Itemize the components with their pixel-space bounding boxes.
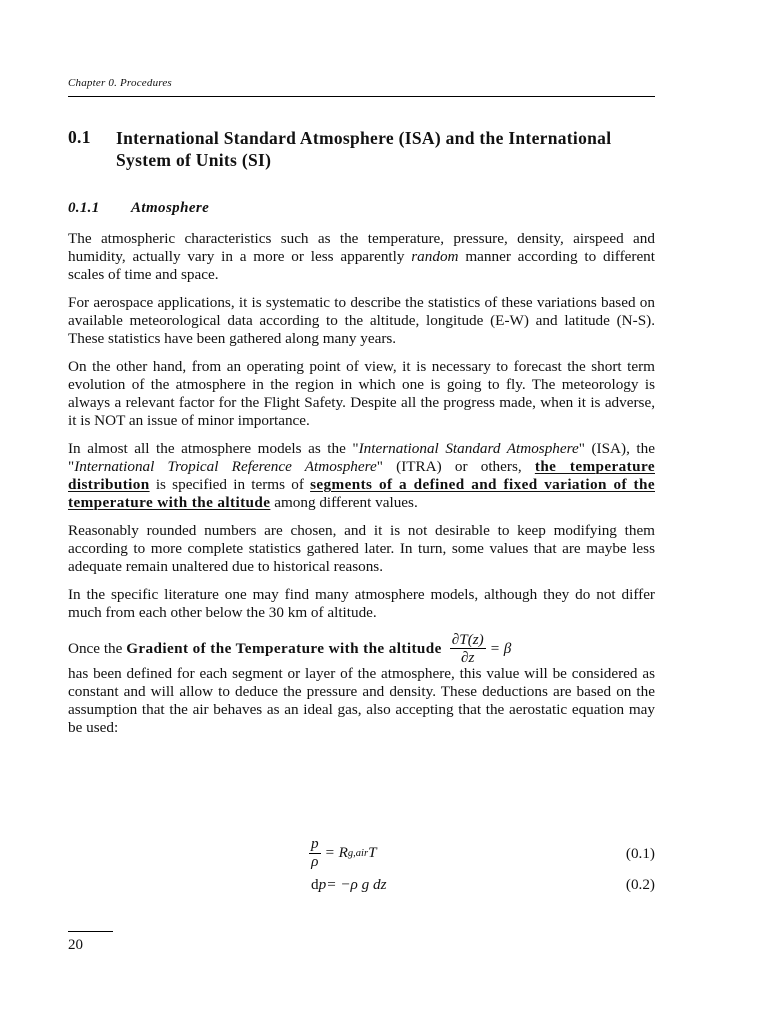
p4-text-c: " (ITRA) or others,: [376, 458, 535, 475]
paragraph-2: For aerospace applications, it is systematic to describe the statistics of these variations based on available meteorological data according to the altitude, longitude (E-W) and latitude (N-S). These statistics have been gathered along many years.: [68, 294, 655, 347]
gradient-rhs: = β: [489, 639, 512, 657]
paragraph-6: In the specific literature one may find many atmosphere models, although they do not differ much from each other below the 30 km of altitude.: [68, 586, 655, 621]
subsection-number: 0.1.1: [68, 200, 100, 216]
equation-0-1-numerator: p: [311, 835, 319, 852]
p7-text-b: has been defined for each segment or layer of the atmosphere, this value will be considered as constant and will allow to deduce the pressure and density. These deductions are based on the assumption that the air behaves as an ideal gas, also accepting that the aerostatic equation may be used:: [68, 665, 655, 736]
equation-0-2-body: [311, 876, 386, 894]
header-rule: [68, 96, 655, 97]
equation-0-1-fraction: [309, 836, 321, 870]
p4-text-e: among different values.: [270, 494, 418, 511]
equation-0-2-p: p: [318, 876, 327, 893]
page-number: 20: [68, 937, 83, 953]
equation-0-2-label: (0.2): [625, 876, 655, 893]
p4-emphasis-isa: International Standard Atmosphere: [358, 440, 579, 457]
p4-bold-underlined-2: segments of a defined and fixed variation of the temperature with the altitude: [68, 476, 655, 511]
p1-emphasis: random: [411, 248, 459, 265]
paragraph-3: On the other hand, from an operating point of view, it is necessary to forecast the short term evolution of the atmosphere in the region in which one is going to fly. The meteorology is always a relevant factor for the Flight Safety. Despite all the progress made, when it is adverse, it is NOT an issue of minor importance.: [68, 358, 655, 429]
equation-0-1-denominator: ρ: [311, 853, 319, 870]
equation-0-1-rhs: = R: [324, 844, 348, 861]
gradient-fraction: [450, 632, 486, 665]
footer-rule: [68, 931, 113, 932]
p4-text-a: In almost all the atmosphere models as the ": [68, 440, 359, 457]
p7-bold: Gradient of the Temperature with the altitude: [126, 639, 442, 657]
gradient-numerator: ∂T(z): [451, 631, 484, 648]
p1-text-a: The atmospheric characteristics such as the temperature, pressure, density, airspeed and humidity, actually vary in a more or less apparently: [68, 230, 655, 265]
gradient-denominator: ∂z: [461, 649, 475, 666]
subsection-title: Atmosphere: [131, 200, 210, 216]
equation-0-2-z: z: [380, 876, 387, 893]
p7-text-a: Once the: [68, 639, 123, 657]
paragraph-1: [68, 230, 655, 284]
equation-0-1-label: (0.1): [625, 845, 655, 862]
equation-0-1-temperature: T: [368, 844, 377, 861]
equation-0-1: [68, 836, 655, 872]
paragraph-4: [68, 440, 655, 512]
running-head: Chapter 0. Procedures: [68, 77, 172, 89]
p1-text-b: manner according to different scales of time and space.: [68, 248, 655, 283]
p4-text-d: is specified in terms of: [149, 476, 311, 493]
gradient-line: [68, 632, 655, 665]
section-title: International Standard Atmosphere (ISA) and the International System of Units (SI): [116, 128, 612, 170]
p4-emphasis-itra: International Tropical Reference Atmosphere: [74, 458, 377, 475]
equation-0-2-d1: d: [311, 876, 319, 893]
equation-0-2: [68, 876, 655, 896]
body-text: [68, 230, 655, 737]
equation-0-2-rhs: = −ρ g d: [326, 876, 381, 893]
paragraph-7: [68, 632, 655, 737]
equation-0-1-body: [309, 836, 377, 870]
p4-bold-underlined-1: the temperature distribution: [68, 458, 655, 493]
paragraph-5: Reasonably rounded numbers are chosen, and it is not desirable to keep modifying them according to more complete statistics gathered later. In turn, some values that are maybe less adequate remain unaltered due to historical reasons.: [68, 522, 655, 575]
p4-text-b: " (ISA), the ": [68, 440, 655, 475]
section-number: 0.1: [68, 127, 91, 147]
equation-0-1-subscript: g,air: [347, 847, 369, 859]
